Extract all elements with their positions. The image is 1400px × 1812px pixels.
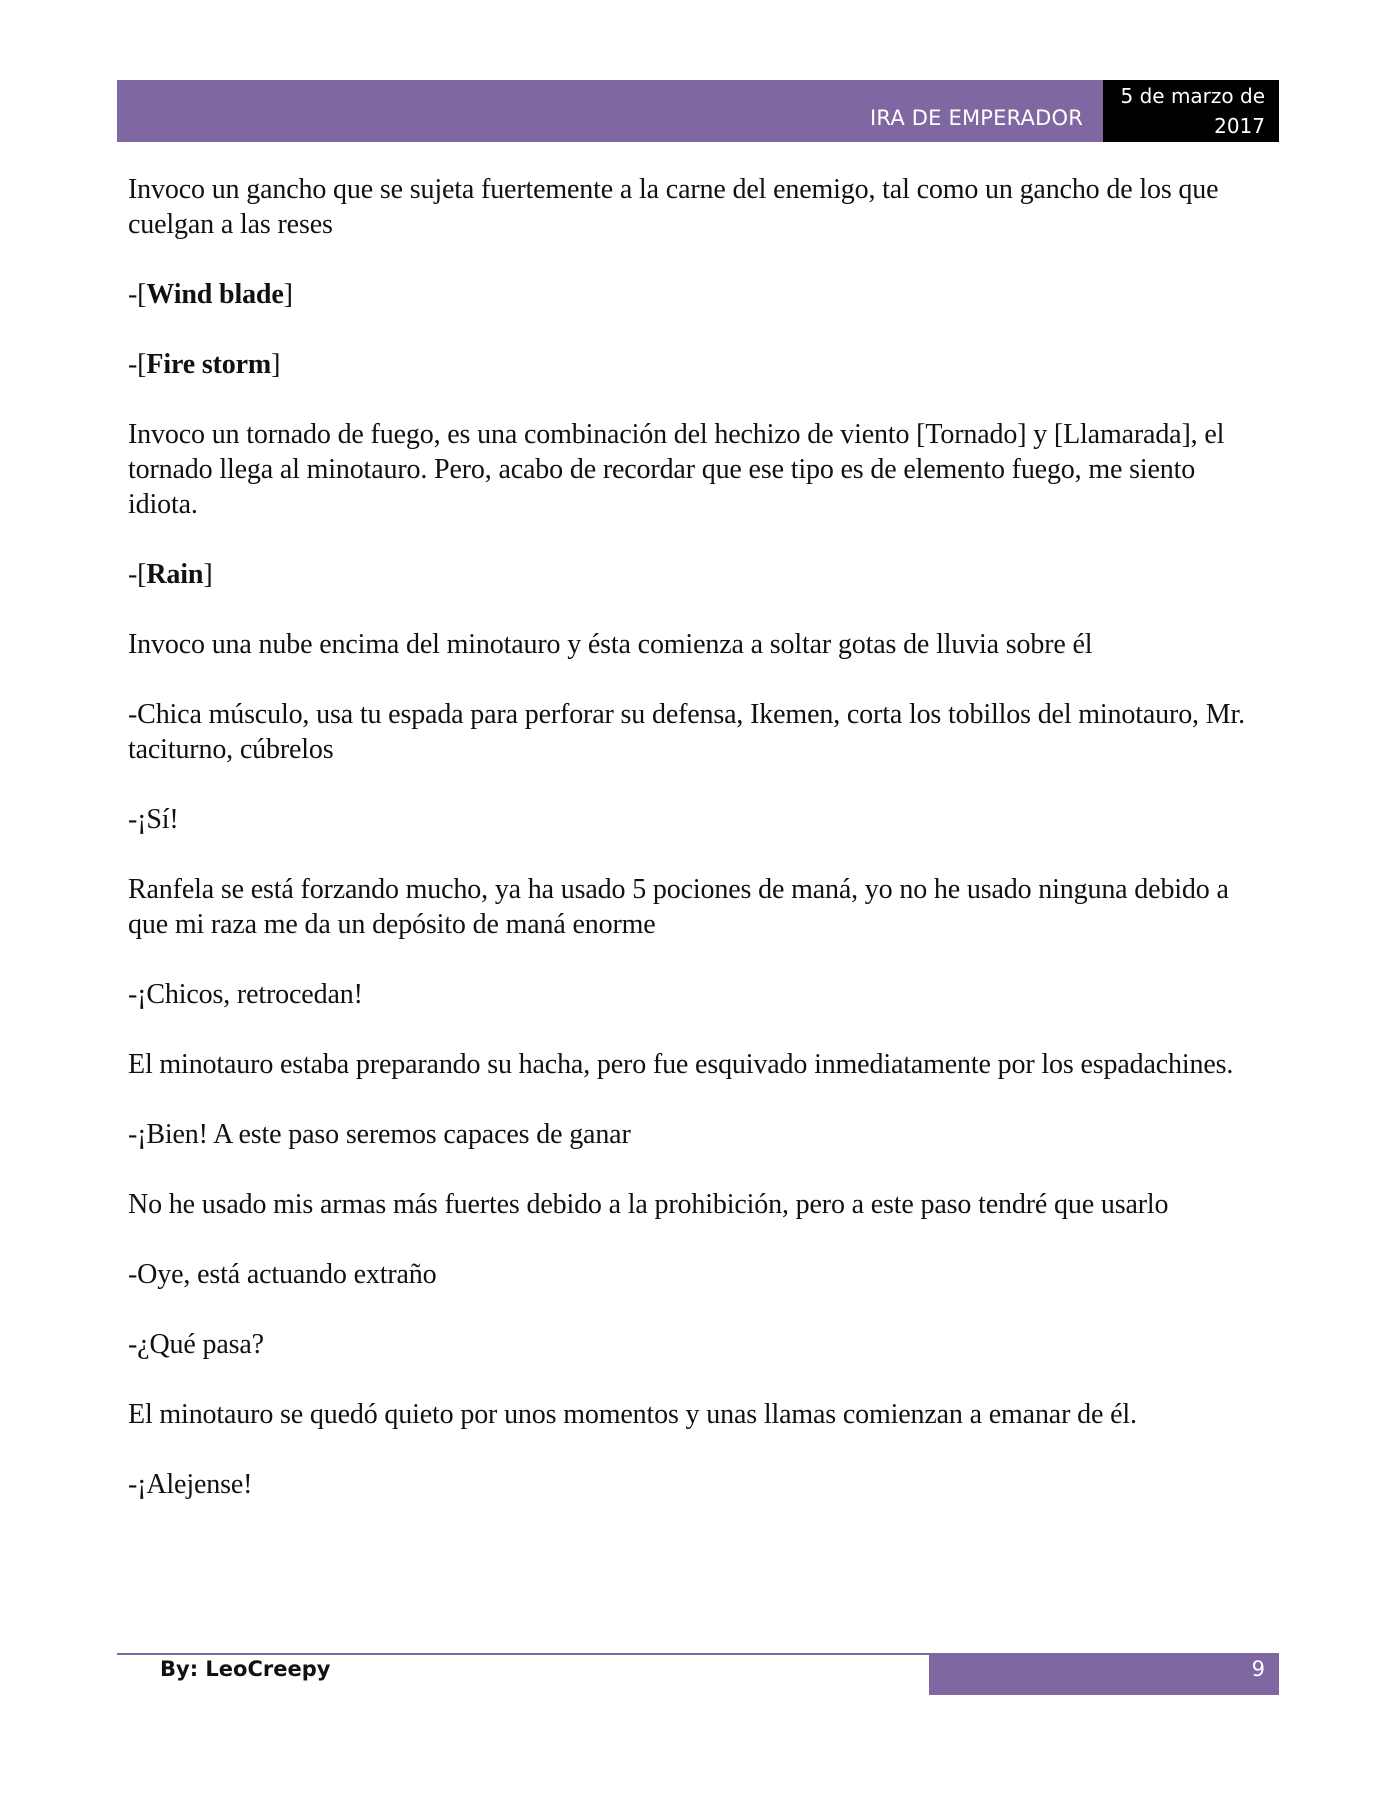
- paragraph: El minotauro se quedó quieto por unos momentos y unas llamas comienzan a emanar de él.: [128, 1399, 1137, 1430]
- spell-line-wind-blade: -[Wind blade]: [128, 279, 293, 310]
- paragraph: El minotauro estaba preparando su hacha, pero fue esquivado inmediatamente por los espadachines.: [128, 1049, 1234, 1080]
- header-title: IRA DE EMPERADOR: [869, 106, 1083, 130]
- paragraph: Ranfela se está forzando mucho, ya ha usado 5 pociones de maná, yo no he usado ninguna debido a que mi raza me da un depósito de maná enorme: [128, 874, 1229, 940]
- dialogue-line: -¡Bien! A este paso seremos capaces de ganar: [128, 1119, 631, 1150]
- footer-author: By: LeoCreepy: [160, 1657, 331, 1681]
- spell-line-fire-storm: -[Fire storm]: [128, 349, 281, 380]
- page-number: 9: [929, 1653, 1279, 1695]
- paragraph: Invoco un tornado de fuego, es una combinación del hechizo de viento [Tornado] y [Llamarada], el tornado llega al minotauro. Pero, acabo de recordar que ese tipo es de elemento fuego, me siento idiota.: [128, 419, 1225, 520]
- footer-divider: [117, 1653, 929, 1655]
- page-body: [128, 172, 1268, 1537]
- dialogue-line: -¡Sí!: [128, 804, 179, 835]
- paragraph: No he usado mis armas más fuertes debido a la prohibición, pero a este paso tendré que usarlo: [128, 1189, 1169, 1220]
- header-date: 5 de marzo de 2017: [1103, 80, 1279, 142]
- paragraph: Invoco una nube encima del minotauro y ésta comienza a soltar gotas de lluvia sobre él: [128, 629, 1093, 660]
- dialogue-line: -¡Alejense!: [128, 1469, 253, 1500]
- paragraph: Invoco un gancho que se sujeta fuertemente a la carne del enemigo, tal como un gancho de los que cuelgan a las reses: [128, 174, 1219, 240]
- spell-line-rain: -[Rain]: [128, 559, 213, 590]
- dialogue-line: -¿Qué pasa?: [128, 1329, 264, 1360]
- dialogue-line: -Chica músculo, usa tu espada para perforar su defensa, Ikemen, corta los tobillos del minotauro, Mr. taciturno, cúbrelos: [128, 699, 1245, 765]
- dialogue-line: -¡Chicos, retrocedan!: [128, 979, 363, 1010]
- dialogue-line: -Oye, está actuando extraño: [128, 1259, 437, 1290]
- header-bar: [117, 80, 1103, 142]
